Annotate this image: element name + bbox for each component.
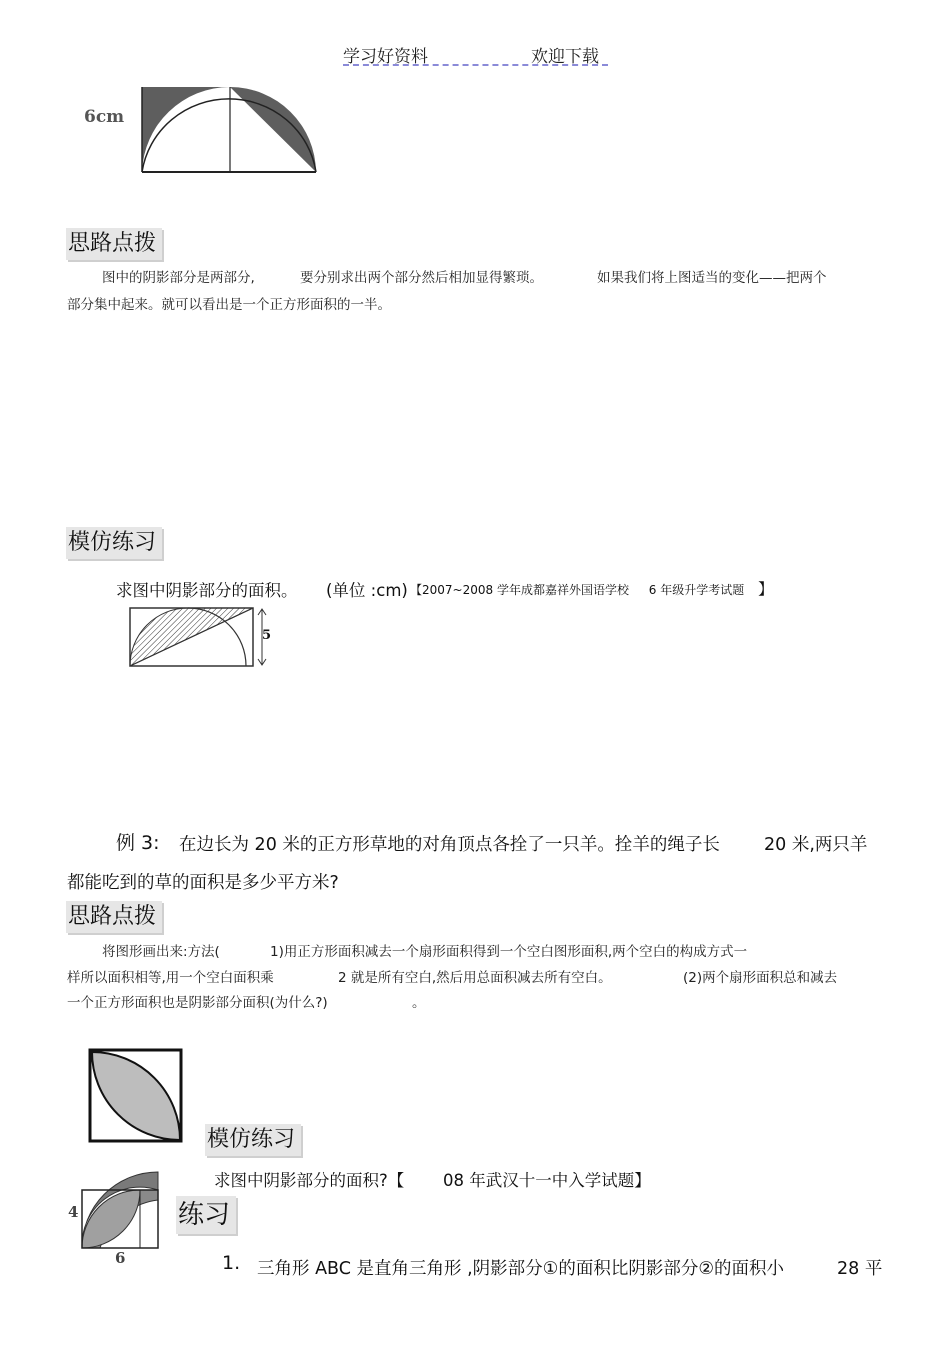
practice2-label-height: 4 — [68, 1203, 79, 1221]
example3-line1-a: 在边长为 20 米的正方形草地的对角顶点各拴了一只羊。拴羊的绳子长 — [179, 835, 720, 855]
header-left: 学习好资料 — [343, 47, 428, 67]
practice1-unit: (单位 :cm) — [326, 581, 408, 600]
example3-label: 例 3: — [116, 832, 160, 854]
section-title-hint2: 思路点拨 — [66, 901, 162, 933]
hint2-line1-a: 将图形画出来:方法( — [102, 944, 220, 960]
figure1-quarter-circle — [140, 85, 320, 177]
example3-square-figure — [88, 1048, 184, 1144]
practice2-question-a: 求图中阴影部分的面积?【 — [214, 1171, 405, 1190]
practice1-figure-label: 5 — [262, 628, 272, 643]
figure1-label: 6cm — [84, 107, 125, 127]
example3-line1-b: 20 米,两只羊 — [764, 835, 868, 855]
hint1-line1-a: 图中的阴影部分是两部分, — [102, 270, 255, 286]
section-title-practice1: 模仿练习 — [66, 527, 162, 559]
section-title-hint1: 思路点拨 — [66, 228, 162, 260]
practice2-figure — [80, 1160, 164, 1252]
hint2-line1-b: 1)用正方形面积减去一个扇形面积得到一个空白图形面积,两个空白的构成方式一 — [270, 944, 748, 960]
header-right: 欢迎下载 — [531, 47, 599, 67]
exercise-item-text-a: 三角形 ABC 是直角三角形 ,阴影部分①的面积比阴影部分②的面积小 — [257, 1259, 785, 1279]
hint2-line2-a: 样所以面积相等,用一个空白面积乘 — [67, 970, 274, 986]
practice2-label-width: 6 — [115, 1249, 126, 1267]
example3-line2: 都能吃到的草的面积是多少平方米? — [67, 873, 339, 893]
practice1-question: 求图中阴影部分的面积。 — [116, 581, 298, 600]
hint2-line2-b: 2 就是所有空白,然后用总面积减去所有空白。 — [338, 970, 612, 986]
practice2-question-b: 08 年武汉十一中入学试题】 — [443, 1171, 651, 1190]
hint1-line1-c: 如果我们将上图适当的变化——把两个 — [597, 270, 827, 286]
section-title-practice2: 模仿练习 — [205, 1124, 301, 1156]
page-header — [343, 42, 608, 66]
practice1-source — [410, 578, 773, 599]
hint1-line1-b: 要分别求出两个部分然后相加显得繁琐。 — [300, 270, 543, 286]
hint2-line3-b: 。 — [412, 995, 426, 1011]
hint1-line2: 部分集中起来。就可以看出是一个正方形面积的一半。 — [67, 297, 391, 313]
practice1-source-b: 6 年级升学考试题 — [648, 583, 745, 597]
practice1-source-a: 【2007~2008 学年成都嘉祥外国语学校 — [410, 583, 629, 597]
hint2-line2-c: (2)两个扇形面积总和减去 — [683, 970, 838, 986]
section-title-exercise: 练习 — [176, 1196, 236, 1234]
hint2-line3-a: 一个正方形面积也是阴影部分面积(为什么?) — [67, 995, 328, 1011]
practice1-rectangle-figure — [128, 606, 273, 670]
practice1-source-c: 】 — [758, 580, 774, 598]
exercise-item-number: 1. — [222, 1252, 241, 1274]
exercise-item-text-b: 28 平 — [837, 1259, 883, 1279]
